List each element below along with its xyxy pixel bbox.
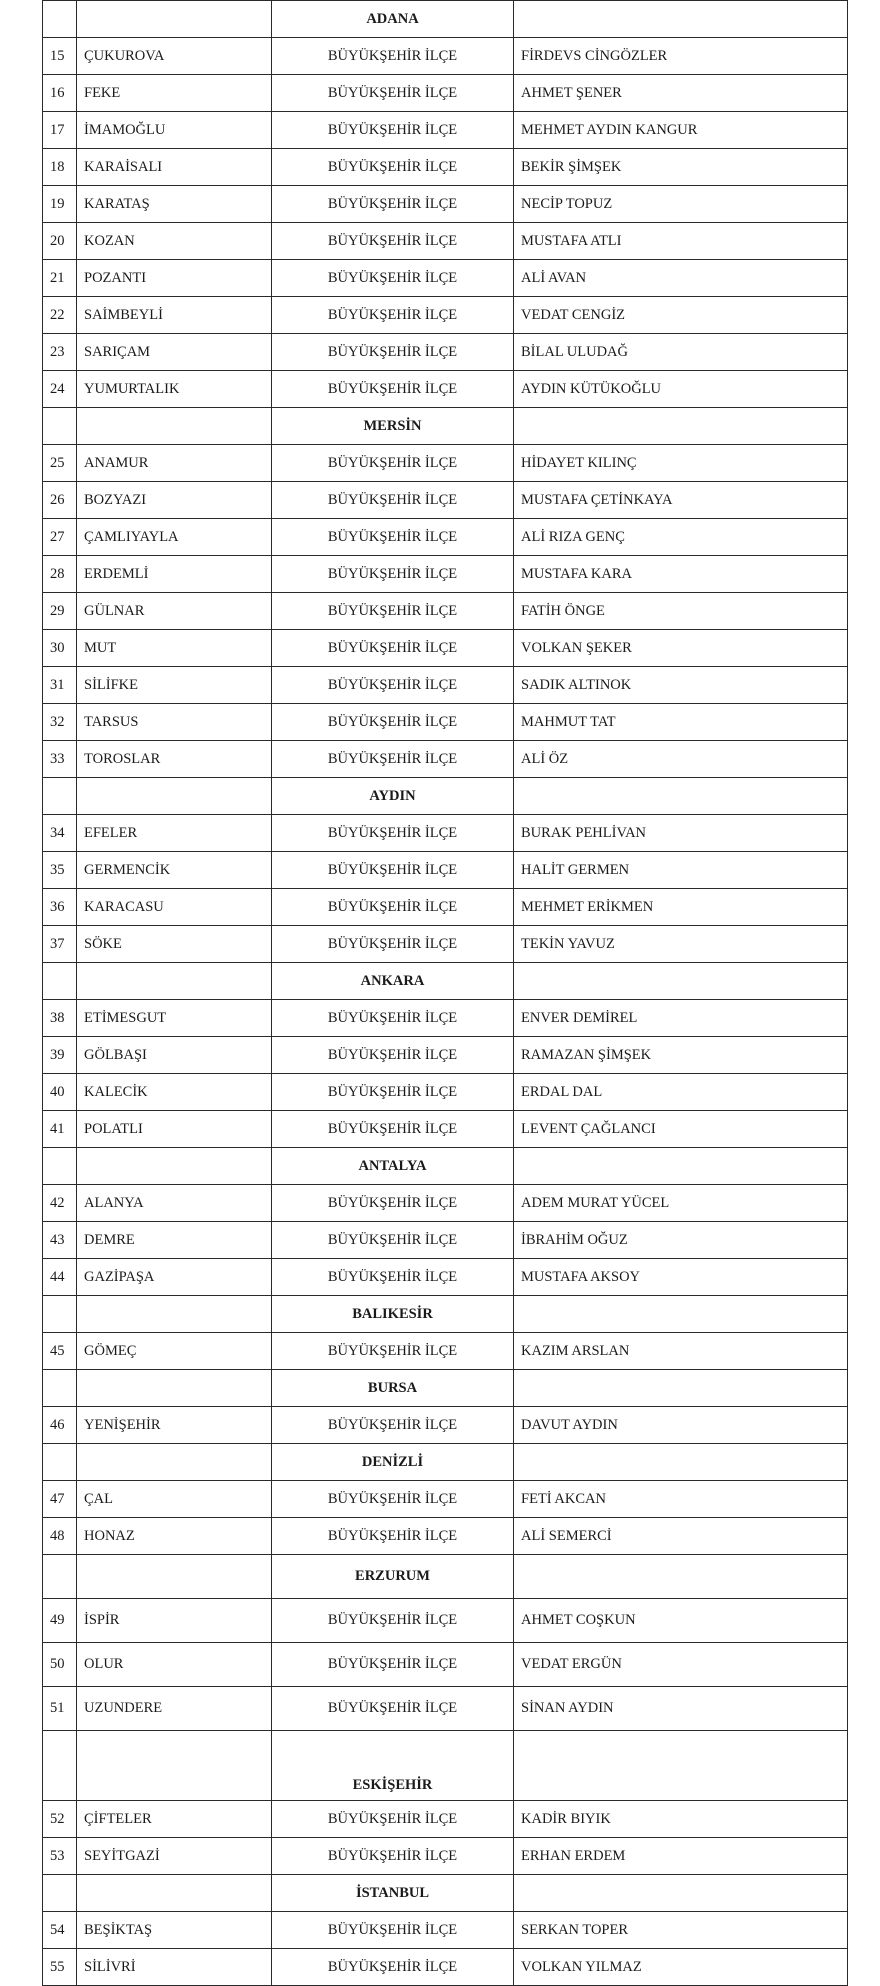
district-type: BÜYÜKŞEHİR İLÇE	[272, 112, 514, 149]
row-number: 54	[43, 1912, 77, 1949]
candidate-name: MUSTAFA ÇETİNKAYA	[514, 482, 848, 519]
candidate-name: NECİP TOPUZ	[514, 186, 848, 223]
row-number: 47	[43, 1481, 77, 1518]
district-name: FEKE	[77, 75, 272, 112]
district-name: SAİMBEYLİ	[77, 297, 272, 334]
empty-cell	[43, 1875, 77, 1912]
district-name: ETİMESGUT	[77, 1000, 272, 1037]
table-row	[43, 1643, 848, 1687]
candidate-name: ALİ ÖZ	[514, 741, 848, 778]
row-number: 23	[43, 334, 77, 371]
district-name: SİLİFKE	[77, 667, 272, 704]
table-row	[43, 815, 848, 852]
district-name: SİLİVRİ	[77, 1949, 272, 1986]
district-name: DEMRE	[77, 1222, 272, 1259]
row-number: 37	[43, 926, 77, 963]
row-number: 16	[43, 75, 77, 112]
district-type: BÜYÜKŞEHİR İLÇE	[272, 1259, 514, 1296]
table-row	[43, 1333, 848, 1370]
district-type: BÜYÜKŞEHİR İLÇE	[272, 38, 514, 75]
table-row	[43, 1222, 848, 1259]
district-name: ALANYA	[77, 1185, 272, 1222]
table-row	[43, 1838, 848, 1875]
province-header-row	[43, 1731, 848, 1801]
district-name: KARACASU	[77, 889, 272, 926]
row-number: 36	[43, 889, 77, 926]
district-type: BÜYÜKŞEHİR İLÇE	[272, 1185, 514, 1222]
district-name: UZUNDERE	[77, 1687, 272, 1731]
empty-cell	[77, 1296, 272, 1333]
table-row	[43, 667, 848, 704]
district-type: BÜYÜKŞEHİR İLÇE	[272, 741, 514, 778]
candidate-name: FATİH ÖNGE	[514, 593, 848, 630]
empty-cell	[43, 778, 77, 815]
district-name: BEŞİKTAŞ	[77, 1912, 272, 1949]
candidate-name: VEDAT CENGİZ	[514, 297, 848, 334]
empty-cell	[514, 1555, 848, 1599]
district-type: BÜYÜKŞEHİR İLÇE	[272, 1518, 514, 1555]
row-number: 27	[43, 519, 77, 556]
province-header-row	[43, 1148, 848, 1185]
empty-cell	[514, 778, 848, 815]
district-type: BÜYÜKŞEHİR İLÇE	[272, 1643, 514, 1687]
district-type: BÜYÜKŞEHİR İLÇE	[272, 260, 514, 297]
district-name: GÖMEÇ	[77, 1333, 272, 1370]
district-name: KARATAŞ	[77, 186, 272, 223]
district-type: BÜYÜKŞEHİR İLÇE	[272, 519, 514, 556]
table-row	[43, 1037, 848, 1074]
candidate-name: SERKAN TOPER	[514, 1912, 848, 1949]
candidate-name: ERHAN ERDEM	[514, 1838, 848, 1875]
candidate-name: İBRAHİM OĞUZ	[514, 1222, 848, 1259]
district-type: BÜYÜKŞEHİR İLÇE	[272, 445, 514, 482]
province-name: İSTANBUL	[272, 1875, 514, 1912]
district-type: BÜYÜKŞEHİR İLÇE	[272, 1333, 514, 1370]
table-row	[43, 112, 848, 149]
province-name: MERSİN	[272, 408, 514, 445]
row-number: 39	[43, 1037, 77, 1074]
empty-cell	[514, 1148, 848, 1185]
candidate-name: MEHMET ERİKMEN	[514, 889, 848, 926]
empty-cell	[43, 1, 77, 38]
table-row	[43, 75, 848, 112]
district-type: BÜYÜKŞEHİR İLÇE	[272, 630, 514, 667]
row-number: 42	[43, 1185, 77, 1222]
row-number: 18	[43, 149, 77, 186]
empty-cell	[43, 1444, 77, 1481]
candidate-name: KAZIM ARSLAN	[514, 1333, 848, 1370]
empty-cell	[514, 1370, 848, 1407]
empty-cell	[43, 408, 77, 445]
table-row	[43, 1599, 848, 1643]
row-number: 34	[43, 815, 77, 852]
candidate-name: MUSTAFA ATLI	[514, 223, 848, 260]
district-name: BOZYAZI	[77, 482, 272, 519]
row-number: 48	[43, 1518, 77, 1555]
table-row	[43, 1912, 848, 1949]
empty-cell	[77, 1731, 272, 1801]
candidate-name: AHMET COŞKUN	[514, 1599, 848, 1643]
candidate-name: FİRDEVS CİNGÖZLER	[514, 38, 848, 75]
province-name: ADANA	[272, 1, 514, 38]
empty-cell	[43, 963, 77, 1000]
row-number: 35	[43, 852, 77, 889]
row-number: 51	[43, 1687, 77, 1731]
district-type: BÜYÜKŞEHİR İLÇE	[272, 334, 514, 371]
province-name: BURSA	[272, 1370, 514, 1407]
empty-cell	[43, 1370, 77, 1407]
candidate-name: MAHMUT TAT	[514, 704, 848, 741]
table-row	[43, 371, 848, 408]
district-type: BÜYÜKŞEHİR İLÇE	[272, 889, 514, 926]
district-type: BÜYÜKŞEHİR İLÇE	[272, 1000, 514, 1037]
province-name: AYDIN	[272, 778, 514, 815]
district-name: ERDEMLİ	[77, 556, 272, 593]
district-type: BÜYÜKŞEHİR İLÇE	[272, 1687, 514, 1731]
candidate-name: TEKİN YAVUZ	[514, 926, 848, 963]
candidate-name: ENVER DEMİREL	[514, 1000, 848, 1037]
candidate-name: AYDIN KÜTÜKOĞLU	[514, 371, 848, 408]
row-number: 50	[43, 1643, 77, 1687]
district-name: GERMENCİK	[77, 852, 272, 889]
row-number: 15	[43, 38, 77, 75]
district-type: BÜYÜKŞEHİR İLÇE	[272, 1407, 514, 1444]
district-name: EFELER	[77, 815, 272, 852]
province-name: ESKİŞEHİR	[272, 1731, 514, 1801]
district-name: SÖKE	[77, 926, 272, 963]
table-row	[43, 334, 848, 371]
province-header-row	[43, 408, 848, 445]
table-row	[43, 1407, 848, 1444]
district-type: BÜYÜKŞEHİR İLÇE	[272, 667, 514, 704]
district-name: POZANTI	[77, 260, 272, 297]
district-name: TARSUS	[77, 704, 272, 741]
district-name: GÖLBAŞI	[77, 1037, 272, 1074]
candidate-name: AHMET ŞENER	[514, 75, 848, 112]
district-name: GAZİPAŞA	[77, 1259, 272, 1296]
empty-cell	[77, 1444, 272, 1481]
empty-cell	[43, 1731, 77, 1801]
row-number: 33	[43, 741, 77, 778]
table-row	[43, 1949, 848, 1986]
empty-cell	[43, 1296, 77, 1333]
row-number: 30	[43, 630, 77, 667]
district-type: BÜYÜKŞEHİR İLÇE	[272, 815, 514, 852]
district-name: İSPİR	[77, 1599, 272, 1643]
table-row	[43, 741, 848, 778]
row-number: 22	[43, 297, 77, 334]
row-number: 24	[43, 371, 77, 408]
district-type: BÜYÜKŞEHİR İLÇE	[272, 1599, 514, 1643]
row-number: 38	[43, 1000, 77, 1037]
district-type: BÜYÜKŞEHİR İLÇE	[272, 482, 514, 519]
district-type: BÜYÜKŞEHİR İLÇE	[272, 556, 514, 593]
district-name: ÇİFTELER	[77, 1801, 272, 1838]
empty-cell	[514, 408, 848, 445]
empty-cell	[77, 1, 272, 38]
row-number: 19	[43, 186, 77, 223]
district-name: TOROSLAR	[77, 741, 272, 778]
candidate-name: HİDAYET KILINÇ	[514, 445, 848, 482]
district-type: BÜYÜKŞEHİR İLÇE	[272, 1481, 514, 1518]
row-number: 43	[43, 1222, 77, 1259]
candidate-name: MEHMET AYDIN KANGUR	[514, 112, 848, 149]
candidate-name: VOLKAN ŞEKER	[514, 630, 848, 667]
candidate-name: ALİ AVAN	[514, 260, 848, 297]
district-type: BÜYÜKŞEHİR İLÇE	[272, 1111, 514, 1148]
empty-cell	[43, 1148, 77, 1185]
candidate-name: HALİT GERMEN	[514, 852, 848, 889]
empty-cell	[77, 1875, 272, 1912]
empty-cell	[514, 1444, 848, 1481]
table-row	[43, 1074, 848, 1111]
candidate-name: BİLAL ULUDAĞ	[514, 334, 848, 371]
row-number: 32	[43, 704, 77, 741]
province-header-row	[43, 1, 848, 38]
table-row	[43, 1687, 848, 1731]
empty-cell	[77, 1370, 272, 1407]
table-row	[43, 630, 848, 667]
table-row	[43, 186, 848, 223]
district-name: ANAMUR	[77, 445, 272, 482]
candidate-name: SADIK ALTINOK	[514, 667, 848, 704]
row-number: 40	[43, 1074, 77, 1111]
candidate-name: LEVENT ÇAĞLANCI	[514, 1111, 848, 1148]
candidate-name: ERDAL DAL	[514, 1074, 848, 1111]
province-name: ERZURUM	[272, 1555, 514, 1599]
district-name: MUT	[77, 630, 272, 667]
candidate-name: BEKİR ŞİMŞEK	[514, 149, 848, 186]
district-type: BÜYÜKŞEHİR İLÇE	[272, 593, 514, 630]
district-name: SEYİTGAZİ	[77, 1838, 272, 1875]
district-name: KALECİK	[77, 1074, 272, 1111]
district-type: BÜYÜKŞEHİR İLÇE	[272, 926, 514, 963]
province-header-row	[43, 778, 848, 815]
province-header-row	[43, 1444, 848, 1481]
candidate-name: BURAK PEHLİVAN	[514, 815, 848, 852]
district-type: BÜYÜKŞEHİR İLÇE	[272, 149, 514, 186]
district-name: KOZAN	[77, 223, 272, 260]
row-number: 49	[43, 1599, 77, 1643]
table-row	[43, 1111, 848, 1148]
district-name: ÇAL	[77, 1481, 272, 1518]
district-type: BÜYÜKŞEHİR İLÇE	[272, 371, 514, 408]
row-number: 17	[43, 112, 77, 149]
district-name: KARAİSALI	[77, 149, 272, 186]
candidate-name: FETİ AKCAN	[514, 1481, 848, 1518]
province-header-row	[43, 1296, 848, 1333]
candidate-name: ADEM MURAT YÜCEL	[514, 1185, 848, 1222]
table-row	[43, 704, 848, 741]
empty-cell	[514, 1875, 848, 1912]
row-number: 45	[43, 1333, 77, 1370]
candidate-name: MUSTAFA AKSOY	[514, 1259, 848, 1296]
table-row	[43, 1518, 848, 1555]
candidate-name: ALİ RIZA GENÇ	[514, 519, 848, 556]
table-row	[43, 223, 848, 260]
province-header-row	[43, 1555, 848, 1599]
district-type: BÜYÜKŞEHİR İLÇE	[272, 1037, 514, 1074]
table-row	[43, 1801, 848, 1838]
candidate-name: VEDAT ERGÜN	[514, 1643, 848, 1687]
district-name: HONAZ	[77, 1518, 272, 1555]
table-row	[43, 889, 848, 926]
table-row	[43, 1481, 848, 1518]
table-row	[43, 445, 848, 482]
empty-cell	[77, 408, 272, 445]
row-number: 52	[43, 1801, 77, 1838]
district-type: BÜYÜKŞEHİR İLÇE	[272, 1912, 514, 1949]
district-type: BÜYÜKŞEHİR İLÇE	[272, 1222, 514, 1259]
row-number: 31	[43, 667, 77, 704]
province-name: ANKARA	[272, 963, 514, 1000]
district-type: BÜYÜKŞEHİR İLÇE	[272, 1801, 514, 1838]
empty-cell	[77, 778, 272, 815]
province-header-row	[43, 963, 848, 1000]
table-row	[43, 260, 848, 297]
district-name: POLATLI	[77, 1111, 272, 1148]
candidate-name: KADİR BIYIK	[514, 1801, 848, 1838]
district-name: ÇAMLIYAYLA	[77, 519, 272, 556]
candidate-name: MUSTAFA KARA	[514, 556, 848, 593]
empty-cell	[77, 1148, 272, 1185]
candidate-name: ALİ SEMERCİ	[514, 1518, 848, 1555]
province-header-row	[43, 1370, 848, 1407]
candidate-list-sheet	[42, 0, 848, 1986]
row-number: 25	[43, 445, 77, 482]
table-row	[43, 852, 848, 889]
row-number: 28	[43, 556, 77, 593]
province-name: BALIKESİR	[272, 1296, 514, 1333]
district-type: BÜYÜKŞEHİR İLÇE	[272, 1949, 514, 1986]
empty-cell	[77, 963, 272, 1000]
row-number: 26	[43, 482, 77, 519]
row-number: 46	[43, 1407, 77, 1444]
district-name: YUMURTALIK	[77, 371, 272, 408]
row-number: 53	[43, 1838, 77, 1875]
table-row	[43, 149, 848, 186]
candidate-name: DAVUT AYDIN	[514, 1407, 848, 1444]
province-header-row	[43, 1875, 848, 1912]
district-type: BÜYÜKŞEHİR İLÇE	[272, 297, 514, 334]
district-type: BÜYÜKŞEHİR İLÇE	[272, 704, 514, 741]
row-number: 41	[43, 1111, 77, 1148]
empty-cell	[77, 1555, 272, 1599]
table-row	[43, 1000, 848, 1037]
table-row	[43, 1259, 848, 1296]
table-row	[43, 926, 848, 963]
district-name: SARIÇAM	[77, 334, 272, 371]
candidate-name: VOLKAN YILMAZ	[514, 1949, 848, 1986]
district-type: BÜYÜKŞEHİR İLÇE	[272, 1838, 514, 1875]
empty-cell	[514, 963, 848, 1000]
row-number: 20	[43, 223, 77, 260]
candidate-name: RAMAZAN ŞİMŞEK	[514, 1037, 848, 1074]
district-name: YENİŞEHİR	[77, 1407, 272, 1444]
table-row	[43, 38, 848, 75]
table-row	[43, 1185, 848, 1222]
empty-cell	[514, 1296, 848, 1333]
district-type: BÜYÜKŞEHİR İLÇE	[272, 75, 514, 112]
row-number: 21	[43, 260, 77, 297]
candidate-name: SİNAN AYDIN	[514, 1687, 848, 1731]
table-row	[43, 519, 848, 556]
row-number: 44	[43, 1259, 77, 1296]
table-row	[43, 556, 848, 593]
district-type: BÜYÜKŞEHİR İLÇE	[272, 1074, 514, 1111]
row-number: 29	[43, 593, 77, 630]
province-name: DENİZLİ	[272, 1444, 514, 1481]
province-name: ANTALYA	[272, 1148, 514, 1185]
district-type: BÜYÜKŞEHİR İLÇE	[272, 186, 514, 223]
row-number: 55	[43, 1949, 77, 1986]
empty-cell	[514, 1, 848, 38]
district-type: BÜYÜKŞEHİR İLÇE	[272, 223, 514, 260]
district-type: BÜYÜKŞEHİR İLÇE	[272, 852, 514, 889]
table-row	[43, 297, 848, 334]
district-name: ÇUKUROVA	[77, 38, 272, 75]
candidate-table	[42, 0, 848, 1986]
district-name: OLUR	[77, 1643, 272, 1687]
district-name: GÜLNAR	[77, 593, 272, 630]
table-row	[43, 593, 848, 630]
district-name: İMAMOĞLU	[77, 112, 272, 149]
empty-cell	[43, 1555, 77, 1599]
empty-cell	[514, 1731, 848, 1801]
table-row	[43, 482, 848, 519]
